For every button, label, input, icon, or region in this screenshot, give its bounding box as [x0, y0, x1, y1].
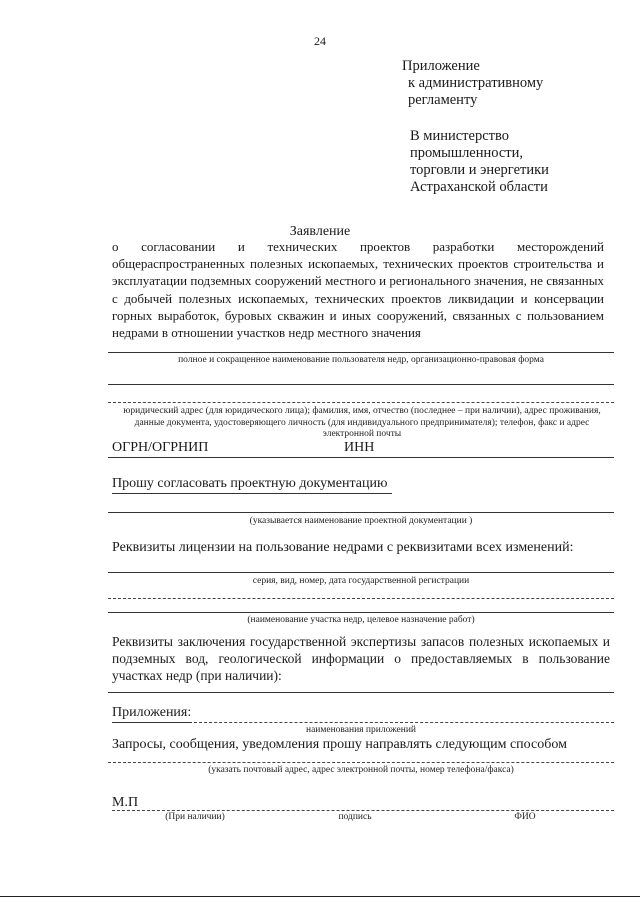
user-name-line-2[interactable] — [108, 384, 614, 385]
attachments-label: Приложения: — [112, 705, 192, 720]
annex-line: к административному — [408, 75, 544, 91]
contact-caption: (указать почтовый адрес, адрес электронной почты, номер телефона/факса) — [208, 765, 514, 775]
request-label: Прошу согласовать проектную документацию — [112, 476, 388, 491]
attachments-underline — [112, 722, 192, 723]
user-name-line[interactable] — [108, 352, 614, 353]
ogrn-inn-line[interactable] — [108, 457, 614, 458]
annex-block — [402, 58, 543, 109]
annex-line: Приложение — [402, 58, 480, 74]
recipient-block — [410, 128, 549, 196]
license-line[interactable] — [108, 572, 614, 573]
ogrn-label: ОГРН/ОГРНИП — [112, 440, 209, 455]
mp-label: М.П — [112, 795, 139, 810]
expertise-label: Реквизиты заключения государственной экспертизы запасов полезных ископаемых и подземных вод, геологической информации о предоставляемых в пользование участках недр (при наличии): — [112, 634, 610, 683]
annex-line: регламенту — [408, 92, 478, 108]
contact-label: Запросы, сообщения, уведомления прошу направлять следующим способом — [112, 737, 567, 752]
page-number: 24 — [314, 34, 326, 48]
seal-caption: (При наличии) — [165, 812, 225, 822]
project-doc-caption: (указывается наименование проектной документации ) — [249, 516, 473, 526]
inn-label: ИНН — [344, 440, 375, 455]
recipient-line: В министерство — [410, 128, 509, 144]
signature-line[interactable] — [112, 810, 614, 811]
recipient-line: Астраханской области — [410, 179, 548, 195]
signature-caption: подпись — [338, 812, 372, 822]
license-line-2[interactable] — [108, 598, 614, 599]
contact-line[interactable] — [108, 762, 614, 763]
expertise-line[interactable] — [108, 692, 614, 693]
document-subject: о согласовании и технических проектов разработки месторождений общераспространенных полезных ископаемых, технических проектов строительства и эксплуатации подземных сооружений местного и регионального значения, не связанных с добычей полезных ископаемых, технических проектов ликвидации и консервации горных выработок, буровых скважин и иных сооружений, связанных с пользованием недрами в отношении участков недр местного значения — [112, 239, 604, 341]
user-name-caption: полное и сокращенное наименование пользователя недр, организационно-правовая форма — [178, 355, 544, 365]
license-label: Реквизиты лицензии на пользование недрами с реквизитами всех изменений: — [112, 540, 574, 555]
project-doc-line[interactable] — [108, 512, 614, 513]
fio-caption: ФИО — [514, 812, 536, 822]
page-bottom-rule — [0, 896, 640, 897]
recipient-line: торговли и энергетики — [410, 162, 549, 178]
legal-address-caption: юридический адрес (для юридического лица); фамилия, имя, отчество (последнее – при наличии), адрес проживания, данные документа, удостоверяющего личность (для индивидуального предпринимателя); телефон, факс и адрес электронной почты — [123, 406, 601, 439]
attachments-caption: наименования приложений — [305, 725, 416, 735]
document-title: Заявление — [289, 224, 351, 239]
license-caption: серия, вид, номер, дата государственной регистрации — [252, 576, 470, 586]
site-caption: (наименование участка недр, целевое назначение работ) — [247, 615, 475, 625]
request-underline — [112, 493, 392, 494]
recipient-line: промышленности, — [410, 145, 524, 161]
attachments-line[interactable] — [194, 722, 614, 723]
legal-address-line[interactable] — [108, 402, 614, 403]
site-line[interactable] — [108, 612, 614, 613]
